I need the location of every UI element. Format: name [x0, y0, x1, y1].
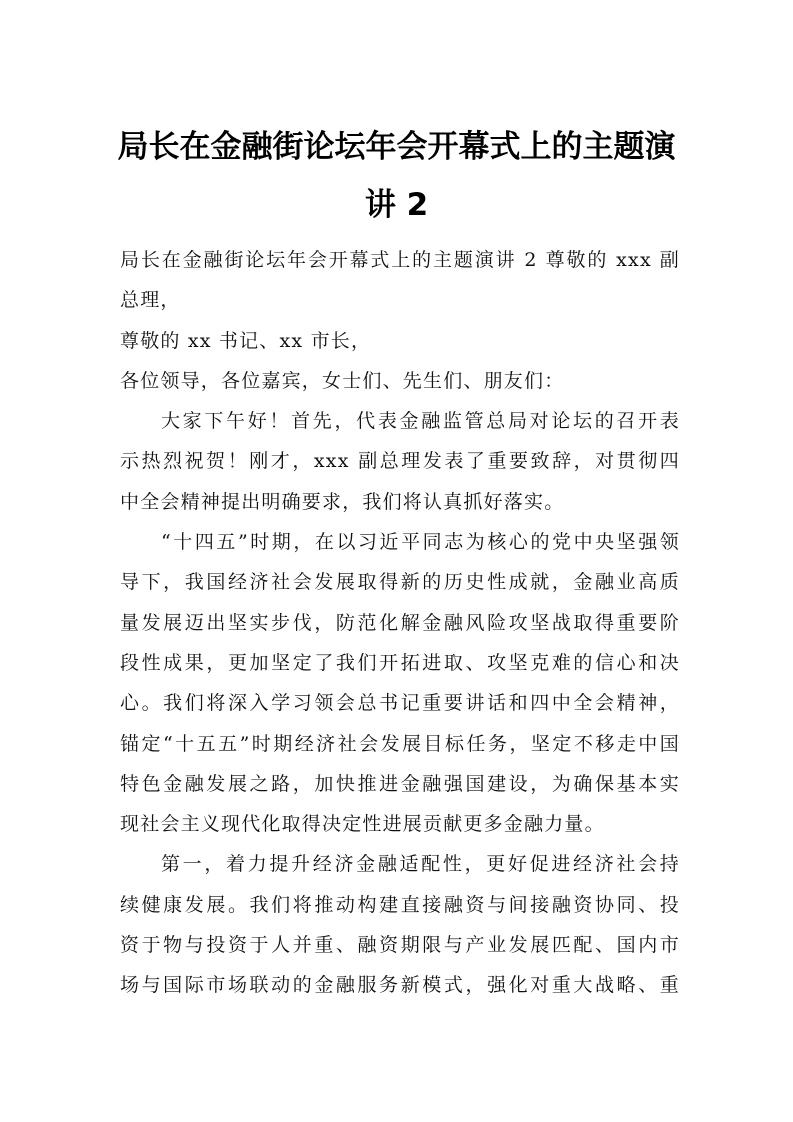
text-line: 导下，我国经济社会发展取得新的历史性成就，金融业高质 [120, 571, 680, 594]
text-line: “十四五”时期，在以习近平同志为核心的党中央坚强领 [161, 531, 680, 554]
salutation-paragraph-2 [120, 321, 680, 361]
text-line: 第一，着力提升经济金融适配性，更好促进经济社会持 [161, 853, 680, 876]
text-line: 锚定“十五五”时期经济社会发展目标任务，坚定不移走中国 [120, 732, 680, 755]
title-line-2: 讲 2 [364, 187, 429, 223]
body-paragraph-greeting [120, 401, 680, 522]
salutation-paragraph-1 [120, 240, 680, 321]
text-line: 场与国际市场联动的金融服务新模式，强化对重大战略、重 [120, 974, 680, 997]
document-body [120, 240, 680, 1006]
text-line: 段性成果，更加坚定了我们开拓进取、攻坚克难的信心和决 [120, 651, 680, 674]
text-line: 示热烈祝贺！刚才，xxx 副总理发表了重要致辞，对贯彻四 [120, 450, 680, 473]
text-line: 各位领导，各位嘉宾，女士们、先生们、朋友们： [120, 369, 565, 392]
text-line: 量发展迈出坚实步伐，防范化解金融风险攻坚战取得重要阶 [120, 611, 680, 634]
text-line: 总理， [120, 289, 181, 312]
text-line: 现社会主义现代化取得决定性进展贡献更多金融力量。 [120, 813, 605, 836]
text-line: 心。我们将深入学习领会总书记重要讲话和四中全会精神， [120, 692, 680, 715]
text-line: 续健康发展。我们将推动构建直接融资与间接融资协同、投 [120, 893, 680, 916]
title-line-1: 局长在金融街论坛年会开幕式上的主题演 [117, 129, 676, 165]
text-line: 尊敬的 xx 书记、xx 市长， [120, 329, 372, 352]
body-paragraph-14th-five-year [120, 522, 680, 844]
salutation-paragraph-3 [120, 361, 680, 401]
body-paragraph-first-point [120, 844, 680, 1005]
text-line: 局长在金融街论坛年会开幕式上的主题演讲 2 尊敬的 xxx 副 [120, 249, 680, 271]
text-line: 大家下午好！首先，代表金融监管总局对论坛的召开表 [161, 410, 680, 433]
text-line: 特色金融发展之路，加快推进金融强国建设，为确保基本实 [120, 772, 680, 795]
text-line: 中全会精神提出明确要求，我们将认真抓好落实。 [120, 490, 565, 513]
document-title [110, 118, 683, 234]
text-line: 资于物与投资于人并重、融资期限与产业发展匹配、国内市 [120, 934, 680, 957]
